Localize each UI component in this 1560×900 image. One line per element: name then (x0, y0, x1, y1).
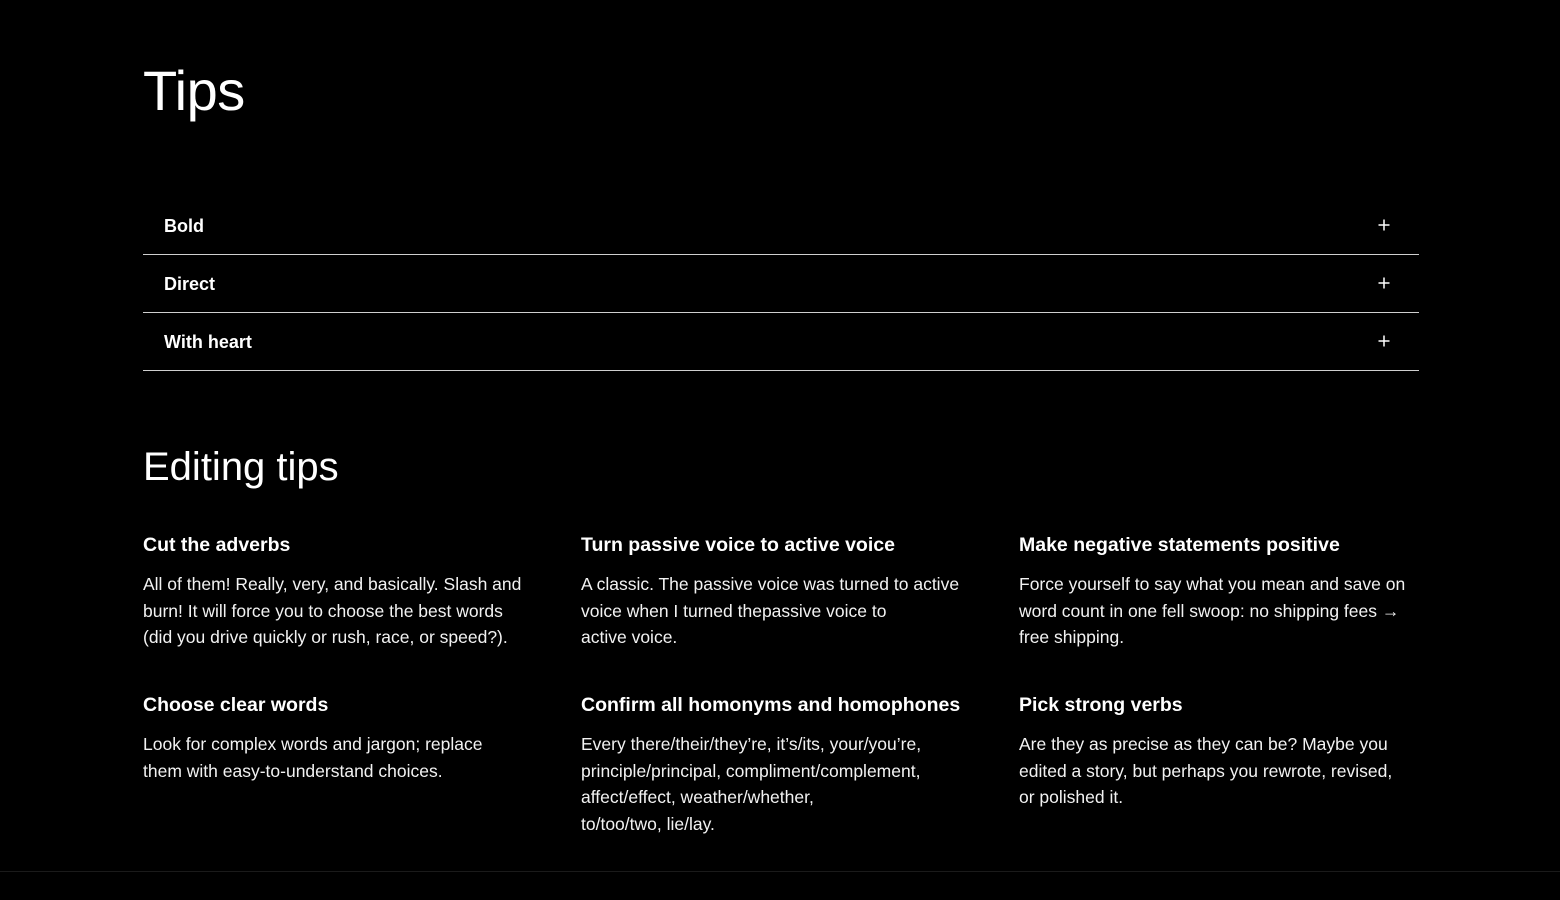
tip-heading: Pick strong verbs (1019, 694, 1183, 716)
tip-heading: Cut the adverbs (143, 534, 291, 556)
tip-heading: Choose clear words (143, 694, 329, 716)
tips-accordion (143, 197, 1419, 371)
tip-card-strong-verbs (1019, 692, 1419, 811)
tip-body: Every there/their/they’re, it’s/its, your/you’re, principle/principal, compliment/complement, affect/effect, weather/whether, to/too/two, lie/lay. (581, 734, 922, 834)
tip-body: Look for complex words and jargon; replace them with easy-to-understand choices. (143, 734, 483, 781)
accordion-label: With heart (164, 332, 252, 352)
plus-icon[interactable] (1373, 214, 1395, 236)
tip-body: Are they as precise as they can be? Maybe you edited a story, but perhaps you rewrote, revised, or polished it. (1019, 734, 1393, 807)
plus-icon[interactable] (1373, 330, 1395, 352)
tip-heading: Make negative statements positive (1019, 534, 1340, 556)
tip-body: Force yourself to say what you mean and save on word count in one fell swoop: no shipping fees → free shipping. (1019, 574, 1406, 647)
tip-card-clear-words (143, 692, 543, 784)
accordion-item-direct[interactable] (143, 255, 1419, 313)
plus-icon[interactable] (1373, 272, 1395, 294)
tip-card-homonyms (581, 692, 981, 837)
tip-heading: Confirm all homonyms and homophones (581, 694, 961, 716)
tip-card-negative-statements (1019, 532, 1419, 651)
tip-heading: Turn passive voice to active voice (581, 534, 895, 556)
accordion-label: Direct (164, 274, 216, 294)
accordion-item-with-heart[interactable] (143, 313, 1419, 371)
tip-card-cut-adverbs (143, 532, 543, 651)
accordion-item-bold[interactable] (143, 197, 1419, 255)
editing-tips-title: Editing tips (143, 445, 339, 489)
accordion-label: Bold (164, 216, 204, 236)
tip-body: All of them! Really, very, and basically. Slash and burn! It will force you to choose the best words (did you drive quickly or rush, race, or speed?). (143, 574, 522, 647)
tip-body: A classic. The passive voice was turned to active voice when I turned thepassive voice to active voice. (581, 574, 960, 647)
tip-card-passive-voice (581, 532, 981, 651)
footer-divider (0, 871, 1560, 872)
tips-title: Tips (143, 59, 245, 122)
